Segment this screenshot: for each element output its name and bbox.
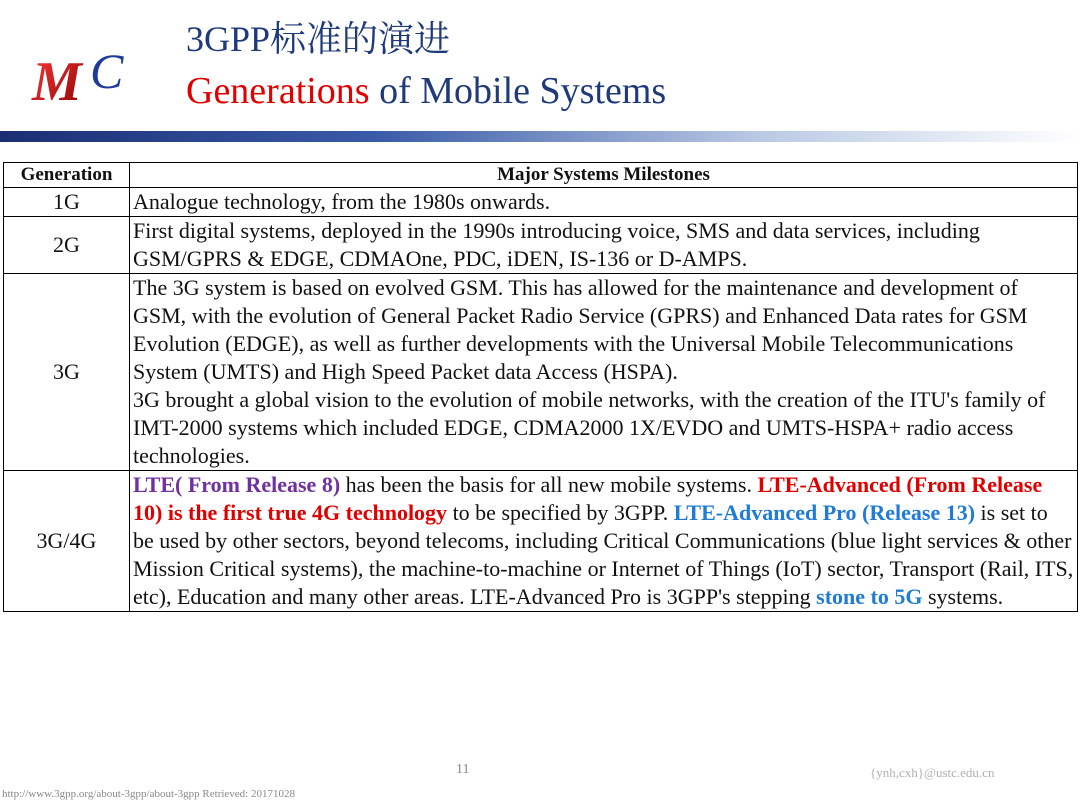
highlight-lte-advanced: LTE-Advanced (From Release 10) is the first true 4G technology (133, 472, 1043, 525)
milestone-cell (130, 274, 1078, 471)
mc-logo (30, 48, 165, 112)
table-row (4, 274, 1078, 471)
column-header-generation: Generation (4, 163, 130, 188)
svg-text:M: M (32, 51, 82, 112)
milestone-paragraph: 3G brought a global vision to the evolution of mobile networks, with the creation of the ITU's family of IMT-2000 systems which included EDGE, CDMA2000 1X/EVDO and UMTS-HSPA+ radio access technologies. (133, 387, 1046, 468)
header-divider-bar (0, 131, 1080, 142)
title-rest: of Mobile Systems (369, 70, 667, 112)
column-header-milestones: Major Systems Milestones (130, 163, 1078, 188)
generation-cell: 1G (4, 188, 130, 217)
page-number: 11 (456, 762, 470, 777)
author-email: {ynh,cxh}@ustc.edu.cn (870, 765, 995, 780)
table-header-row (4, 163, 1078, 188)
generation-cell: 3G (4, 274, 130, 471)
milestone-paragraph: The 3G system is based on evolved GSM. This has allowed for the maintenance and development of GSM, with the evolution of General Packet Radio Service (GPRS) and Enhanced Data rates for GSM Evolution (EDGE), as well as further developments with the Universal Mobile Telecommunications System (UMTS) and High Speed Packet data Access (HSPA). (133, 275, 1028, 384)
generation-cell: 3G/4G (4, 471, 130, 612)
generation-cell: 2G (4, 217, 130, 274)
text-segment: systems. (922, 584, 1004, 609)
slide-title-chinese: 3GPP标准的演进 (186, 19, 451, 59)
table-row (4, 188, 1078, 217)
table-row (4, 471, 1078, 612)
highlight-lte: LTE( From Release 8) (133, 472, 341, 497)
title-accent-word: Generations (186, 70, 370, 112)
table-row (4, 217, 1078, 274)
text-segment: has been the basis for all new mobile systems. (340, 472, 758, 497)
source-citation: http://www.3gpp.org/about-3gpp/about-3gpp Retrieved: 20171028 (2, 788, 295, 800)
slide-title-english (186, 68, 666, 114)
highlight-5g: stone to 5G (816, 584, 923, 609)
highlight-lte-advanced-pro: LTE-Advanced Pro (Release 13) (673, 500, 976, 525)
milestones-table (3, 162, 1078, 612)
text-segment: is set to be used by other sectors, beyond telecoms, including Critical Communications (blue light services & other Mission Critical systems), the machine-to-machine or Internet of Things (IoT) sector, Transport (Rail, ITS, etc), Education and many other areas. LTE-Advanced Pro is 3GPP's stepping (133, 500, 1074, 609)
svg-text:C: C (90, 48, 124, 99)
milestone-cell (130, 471, 1078, 612)
milestone-cell: First digital systems, deployed in the 1990s introducing voice, SMS and data services, including GSM/GPRS & EDGE, CDMAOne, PDC, iDEN, IS-136 or D-AMPS. (130, 217, 1078, 274)
text-segment: to be specified by 3GPP. (447, 500, 674, 525)
milestone-cell: Analogue technology, from the 1980s onwards. (130, 188, 1078, 217)
